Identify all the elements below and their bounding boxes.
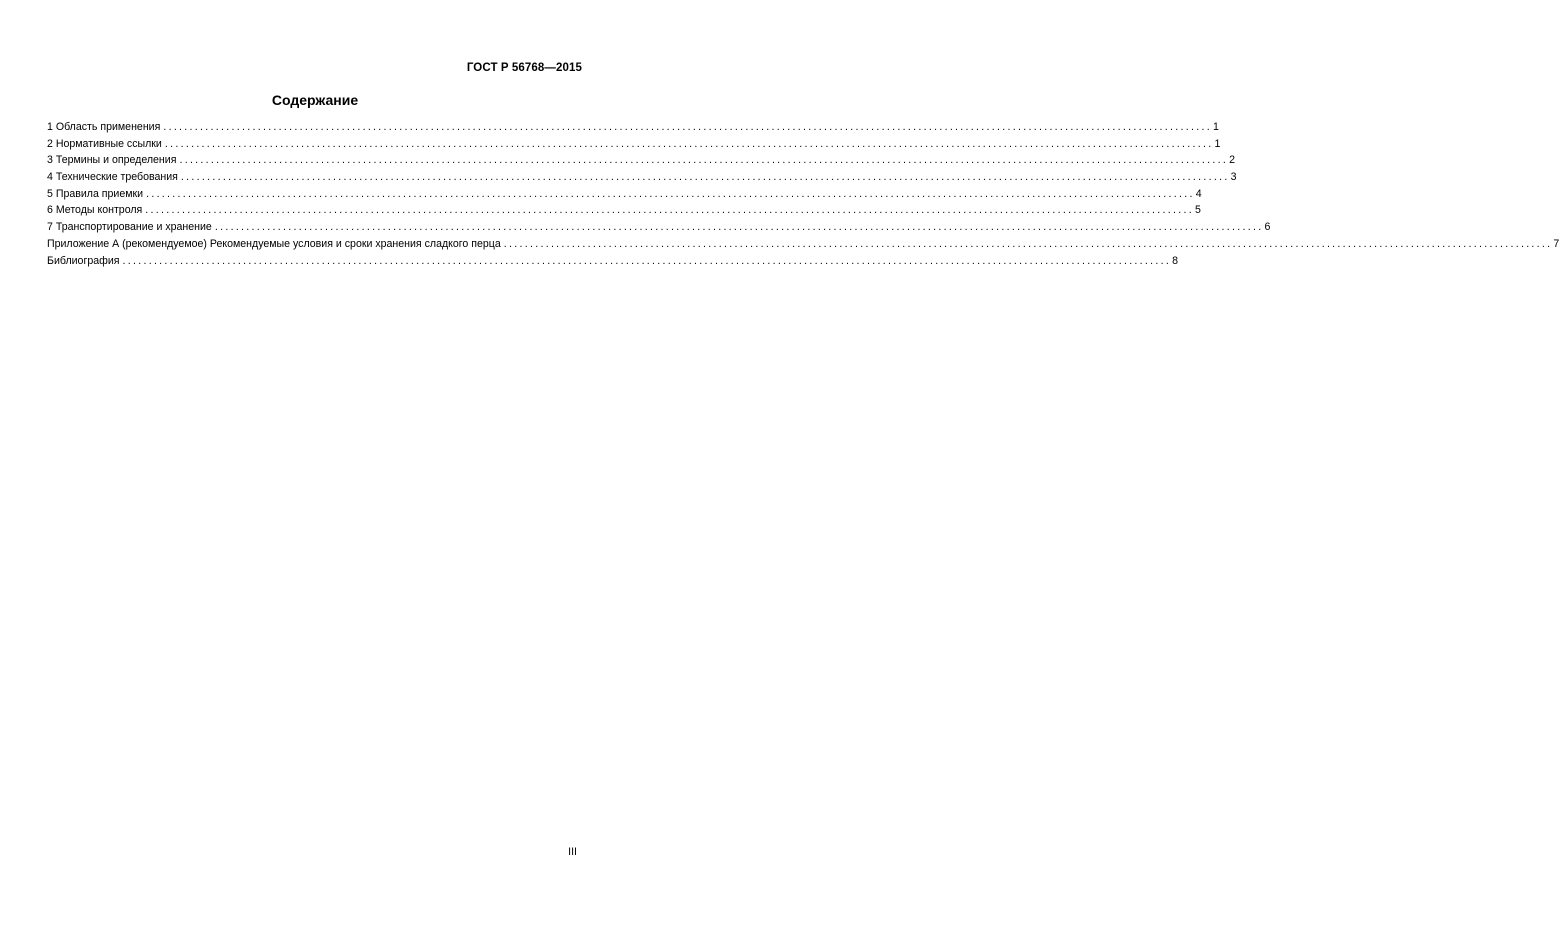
table-of-contents [47, 119, 1559, 269]
toc-entry-label: Приложение А (рекомендуемое) Рекомендуемые условия и сроки хранения сладкого перца [47, 237, 501, 250]
toc-entry-label: 3 Термины и определения [47, 154, 177, 167]
document-code: ГОСТ Р 56768—2015 [466, 62, 582, 74]
toc-entry[interactable] [47, 219, 1271, 236]
toc-entry-page: 4 [1195, 187, 1202, 200]
toc-entry[interactable] [47, 236, 1559, 253]
toc-entry-page: 7 [1553, 237, 1559, 250]
toc-entry-label: 5 Правила приемки [47, 187, 144, 200]
toc-leader-dots: ........................................................................................................................................................................................................ [214, 221, 1264, 234]
toc-entry[interactable] [47, 169, 1237, 186]
toc-entry-label: 4 Технические требования [47, 171, 178, 184]
toc-entry-label: Библиография [47, 254, 120, 267]
toc-entry[interactable] [47, 119, 1219, 136]
toc-entry-page: 1 [1212, 121, 1219, 133]
toc-leader-dots: ........................................................................................................................................................................................................ [163, 121, 1212, 133]
toc-entry[interactable] [47, 136, 1221, 153]
toc-entry-label: 1 Область применения [47, 121, 161, 133]
toc-entry[interactable] [47, 253, 1179, 270]
toc-entry-page: 1 [1214, 137, 1221, 150]
toc-leader-dots: ........................................................................................................................................................................................................ [180, 171, 1230, 184]
toc-leader-dots: ........................................................................................................................................................................................................ [179, 154, 1229, 167]
toc-leader-dots: ........................................................................................................................................................................................................ [164, 137, 1214, 150]
toc-entry-page: 3 [1230, 171, 1237, 184]
page-number: III [568, 846, 577, 858]
toc-entry[interactable] [47, 186, 1202, 203]
toc-entry-label: 2 Нормативные ссылки [47, 137, 162, 150]
toc-entry-page: 6 [1264, 221, 1271, 234]
toc-entry[interactable] [47, 152, 1236, 169]
toc-entry-label: 6 Методы контроля [47, 204, 143, 217]
toc-entry[interactable] [47, 202, 1201, 219]
toc-entry-page: 8 [1172, 254, 1179, 267]
toc-title: Содержание [271, 92, 359, 108]
toc-entry-page: 2 [1229, 154, 1236, 167]
toc-entry-page: 5 [1194, 204, 1201, 217]
toc-leader-dots: ........................................................................................................................................................................................................ [503, 237, 1553, 250]
toc-leader-dots: ........................................................................................................................................................................................................ [122, 254, 1172, 267]
toc-entry-label: 7 Транспортирование и хранение [47, 221, 212, 234]
toc-leader-dots: ........................................................................................................................................................................................................ [146, 187, 1195, 200]
toc-leader-dots: ........................................................................................................................................................................................................ [145, 204, 1194, 217]
